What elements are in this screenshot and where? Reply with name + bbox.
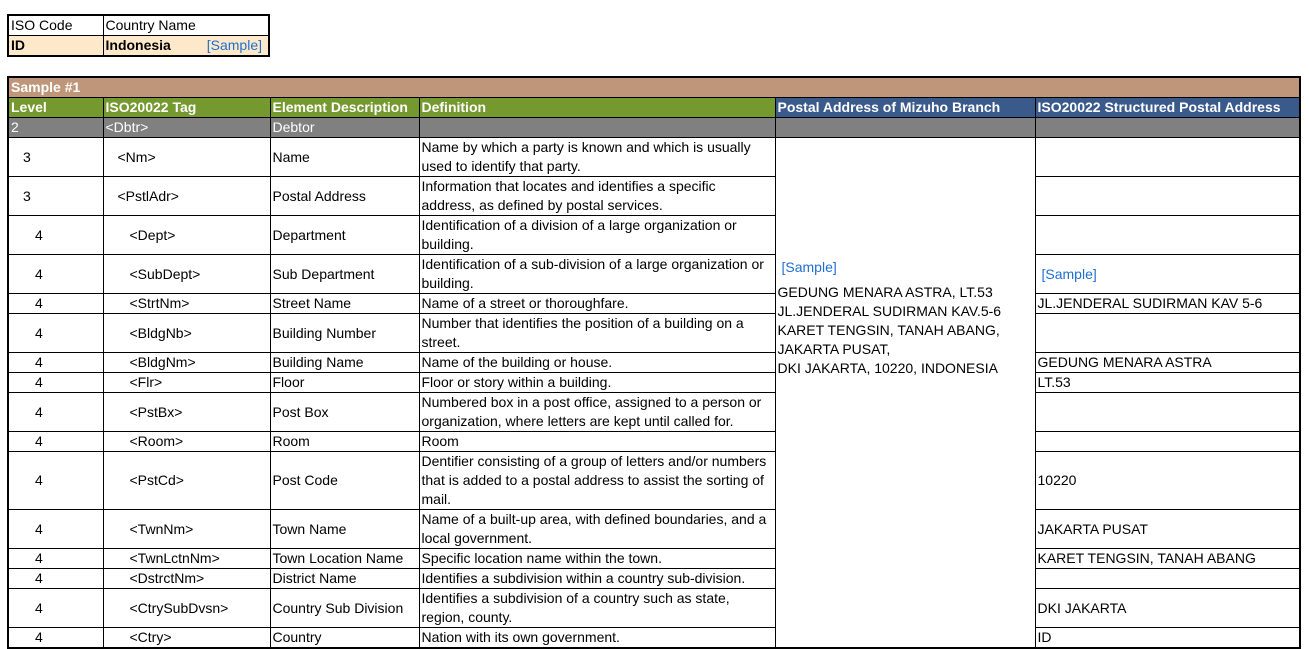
debtor-desc: Debtor — [270, 118, 419, 138]
structured-address-cell: DKI JAKARTA — [1035, 589, 1300, 628]
country-name-value — [103, 36, 269, 57]
definition-cell: Dentifier consisting of a group of letters and/or numbers that is added to a postal address to assist the sorting of mail. — [419, 452, 775, 510]
level-cell: 4 — [8, 373, 103, 393]
mizuho-address-line: DKI JAKARTA, 10220, INDONESIA — [777, 359, 998, 376]
mizuho-address-line: JAKARTA PUSAT, — [777, 340, 891, 357]
iso-code-value: ID — [8, 36, 103, 57]
table-row — [8, 177, 1300, 216]
table-row — [8, 589, 1300, 628]
element-description-cell: Town Location Name — [270, 549, 419, 569]
level-cell: 3 — [8, 177, 103, 216]
structured-address-cell — [1035, 177, 1300, 216]
table-row — [8, 628, 1300, 649]
structured-address-cell: 10220 — [1035, 452, 1300, 510]
mizuho-address-line: KARET TENGSIN, TANAH ABANG, — [777, 321, 1000, 338]
table-row — [8, 216, 1300, 255]
table-row — [8, 432, 1300, 452]
country-name: Indonesia — [105, 37, 171, 53]
table-row — [8, 510, 1300, 549]
element-description-cell: Country — [270, 628, 419, 649]
table-row — [8, 294, 1300, 314]
element-description-cell: Street Name — [270, 294, 419, 314]
mizuho-sample-link[interactable]: [Sample] — [781, 258, 837, 275]
postal-address-table — [7, 76, 1301, 649]
debtor-structured — [1035, 118, 1300, 138]
definition-cell: Information that locates and identifies a specific address, as defined by postal services. — [419, 177, 775, 216]
table-row — [8, 353, 1300, 373]
structured-address-cell: JL.JENDERAL SUDIRMAN KAV 5-6 — [1035, 294, 1300, 314]
level-cell: 4 — [8, 569, 103, 589]
level-cell: 4 — [8, 452, 103, 510]
tag-cell: <DstrctNm> — [103, 569, 270, 589]
iso-code-header: ISO Code — [8, 15, 103, 36]
level-cell: 4 — [8, 353, 103, 373]
table-row — [8, 255, 1300, 294]
element-description-cell: Name — [270, 138, 419, 177]
element-description-cell: Department — [270, 216, 419, 255]
table-row — [8, 373, 1300, 393]
structured-address-cell[interactable]: [Sample] — [1035, 255, 1300, 294]
structured-address-cell — [1035, 569, 1300, 589]
mizuho-address-line: JL.JENDERAL SUDIRMAN KAV.5-6 — [777, 302, 1002, 319]
tag-cell: <Ctry> — [103, 628, 270, 649]
element-description-cell: Town Name — [270, 510, 419, 549]
structured-address-cell: GEDUNG MENARA ASTRA — [1035, 353, 1300, 373]
table-row — [8, 549, 1300, 569]
debtor-tag: <Dbtr> — [103, 118, 270, 138]
tag-cell: <BldgNb> — [103, 314, 270, 353]
header-mizuho-address: Postal Address of Mizuho Branch — [775, 98, 1035, 118]
definition-cell: Number that identifies the position of a building on a street. — [419, 314, 775, 353]
structured-address-cell — [1035, 216, 1300, 255]
element-description-cell: Post Code — [270, 452, 419, 510]
country-table — [7, 14, 270, 57]
table-row — [8, 138, 1300, 177]
tag-cell: <SubDept> — [103, 255, 270, 294]
structured-address-cell — [1035, 393, 1300, 432]
tag-cell: <BldgNm> — [103, 353, 270, 373]
header-definition: Definition — [419, 98, 775, 118]
structured-address-cell: ID — [1035, 628, 1300, 649]
header-level: Level — [8, 98, 103, 118]
structured-address-cell: JAKARTA PUSAT — [1035, 510, 1300, 549]
definition-cell: Name of a built-up area, with defined boundaries, and a local government. — [419, 510, 775, 549]
structured-address-cell — [1035, 138, 1300, 177]
definition-cell: Nation with its own government. — [419, 628, 775, 649]
level-cell: 4 — [8, 432, 103, 452]
element-description-cell: Room — [270, 432, 419, 452]
element-description-cell: Building Name — [270, 353, 419, 373]
element-description-cell: Floor — [270, 373, 419, 393]
definition-cell: Name of the building or house. — [419, 353, 775, 373]
header-tag: ISO20022 Tag — [103, 98, 270, 118]
country-name-header: Country Name — [103, 15, 269, 36]
level-cell: 4 — [8, 294, 103, 314]
debtor-mizuho — [775, 118, 1035, 138]
level-cell: 4 — [8, 216, 103, 255]
tag-cell: <CtrySubDvsn> — [103, 589, 270, 628]
level-cell: 4 — [8, 393, 103, 432]
element-description-cell: District Name — [270, 569, 419, 589]
tag-cell: <Dept> — [103, 216, 270, 255]
level-cell: 3 — [8, 138, 103, 177]
element-description-cell: Country Sub Division — [270, 589, 419, 628]
structured-address-cell — [1035, 432, 1300, 452]
tag-cell: <PstlAdr> — [103, 177, 270, 216]
level-cell: 4 — [8, 589, 103, 628]
table-row — [8, 452, 1300, 510]
tag-cell: <StrtNm> — [103, 294, 270, 314]
tag-cell: <Flr> — [103, 373, 270, 393]
definition-cell: Floor or story within a building. — [419, 373, 775, 393]
definition-cell: Room — [419, 432, 775, 452]
element-description-cell: Building Number — [270, 314, 419, 353]
level-cell: 4 — [8, 255, 103, 294]
structured-address-cell: KARET TENGSIN, TANAH ABANG — [1035, 549, 1300, 569]
header-element-description: Element Description — [270, 98, 419, 118]
definition-cell: Identification of a division of a large organization or building. — [419, 216, 775, 255]
header-structured-address: ISO20022 Structured Postal Address — [1035, 98, 1300, 118]
tag-cell: <TwnNm> — [103, 510, 270, 549]
definition-cell: Identification of a sub-division of a large organization or building. — [419, 255, 775, 294]
level-cell: 4 — [8, 314, 103, 353]
table-row — [8, 393, 1300, 432]
tag-cell: <Room> — [103, 432, 270, 452]
element-description-cell: Sub Department — [270, 255, 419, 294]
sample-link[interactable]: [Sample] — [206, 37, 262, 53]
tag-cell: <TwnLctnNm> — [103, 549, 270, 569]
level-cell: 4 — [8, 628, 103, 649]
sample-title: Sample #1 — [8, 77, 1300, 98]
definition-cell: Name of a street or thoroughfare. — [419, 294, 775, 314]
tag-cell: <PstCd> — [103, 452, 270, 510]
mizuho-address-line: GEDUNG MENARA ASTRA, LT.53 — [777, 283, 993, 300]
debtor-level: 2 — [8, 118, 103, 138]
definition-cell: Name by which a party is known and which is usually used to identify that party. — [419, 138, 775, 177]
definition-cell: Specific location name within the town. — [419, 549, 775, 569]
level-cell: 4 — [8, 549, 103, 569]
structured-address-cell: LT.53 — [1035, 373, 1300, 393]
tag-cell: <PstBx> — [103, 393, 270, 432]
debtor-def — [419, 118, 775, 138]
element-description-cell: Postal Address — [270, 177, 419, 216]
element-description-cell: Post Box — [270, 393, 419, 432]
tag-cell: <Nm> — [103, 138, 270, 177]
table-row — [8, 569, 1300, 589]
definition-cell: Numbered box in a post office, assigned to a person or organization, where letters are kept until called for. — [419, 393, 775, 432]
table-row — [8, 314, 1300, 353]
definition-cell: Identifies a subdivision within a country sub-division. — [419, 569, 775, 589]
structured-address-cell — [1035, 314, 1300, 353]
mizuho-address-cell — [775, 138, 1035, 649]
level-cell: 4 — [8, 510, 103, 549]
definition-cell: Identifies a subdivision of a country such as state, region, county. — [419, 589, 775, 628]
